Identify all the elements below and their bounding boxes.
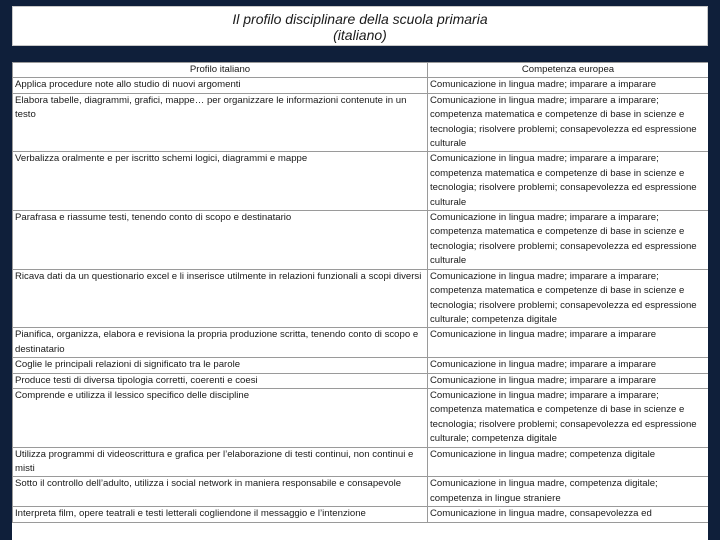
competence-table	[12, 62, 708, 523]
table-row	[13, 328, 709, 358]
table-row	[13, 373, 709, 388]
competenza-cell: Comunicazione in lingua madre; imparare a imparare; competenza matematica e competenze di base in scienze e tecnologia; risolvere problemi; consapevolezza ed espressione culturale; competenza digitale	[428, 269, 709, 328]
competenza-cell: Comunicazione in lingua madre; imparare a imparare	[428, 358, 709, 373]
profilo-cell: Pianifica, organizza, elabora e revisiona la propria produzione scritta, tenendo conto di scopo e destinatario	[13, 328, 428, 358]
competenza-cell: Comunicazione in lingua madre, competenza digitale; competenza in lingue straniere	[428, 477, 709, 507]
table-row	[13, 269, 709, 328]
competenza-cell: Comunicazione in lingua madre; imparare a imparare; competenza matematica e competenze di base in scienze e tecnologia; risolvere problemi; consapevolezza ed espressione culturale	[428, 152, 709, 211]
table-row	[13, 507, 709, 522]
competenza-cell: Comunicazione in lingua madre, consapevolezza ed	[428, 507, 709, 522]
table-row	[13, 78, 709, 93]
profilo-cell: Produce testi di diversa tipologia corretti, coerenti e coesi	[13, 373, 428, 388]
table-row	[13, 152, 709, 211]
profilo-cell: Parafrasa e riassume testi, tenendo conto di scopo e destinatario	[13, 211, 428, 270]
competenza-cell: Comunicazione in lingua madre; imparare a imparare; competenza matematica e competenze di base in scienze e tecnologia; risolvere problemi; consapevolezza ed espressione culturale	[428, 93, 709, 152]
table-row	[13, 477, 709, 507]
competence-table-container	[12, 62, 708, 540]
profilo-cell: Ricava dati da un questionario excel e li inserisce utilmente in relazioni funzionali a scopi diversi	[13, 269, 428, 328]
table-row	[13, 211, 709, 270]
column-header-profilo: Profilo italiano	[13, 63, 428, 78]
profilo-cell: Interpreta film, opere teatrali e testi letterali cogliendone il messaggio e l’intenzione	[13, 507, 428, 522]
competenza-cell: Comunicazione in lingua madre; imparare a imparare	[428, 373, 709, 388]
profilo-cell: Comprende e utilizza il lessico specifico delle discipline	[13, 388, 428, 447]
title-line-2: (italiano)	[333, 27, 387, 43]
competenza-cell: Comunicazione in lingua madre; imparare a imparare; competenza matematica e competenze di base in scienze e tecnologia; risolvere problemi; consapevolezza ed espressione culturale	[428, 211, 709, 270]
page-title	[12, 6, 708, 46]
column-header-competenza: Competenza europea	[428, 63, 709, 78]
profilo-cell: Applica procedure note allo studio di nuovi argomenti	[13, 78, 428, 93]
table-row	[13, 388, 709, 447]
competenza-cell: Comunicazione in lingua madre; competenza digitale	[428, 447, 709, 477]
profilo-cell: Coglie le principali relazioni di significato tra le parole	[13, 358, 428, 373]
profilo-cell: Verbalizza oralmente e per iscritto schemi logici, diagrammi e mappe	[13, 152, 428, 211]
table-row	[13, 447, 709, 477]
table-header-row	[13, 63, 709, 78]
competenza-cell: Comunicazione in lingua madre; imparare a imparare	[428, 328, 709, 358]
profilo-cell: Elabora tabelle, diagrammi, grafici, mappe… per organizzare le informazioni contenute in un testo	[13, 93, 428, 152]
profilo-cell: Utilizza programmi di videoscrittura e grafica per l’elaborazione di testi continui, non continui e misti	[13, 447, 428, 477]
table-row	[13, 93, 709, 152]
profilo-cell: Sotto il controllo dell’adulto, utilizza i social network in maniera responsabile e consapevole	[13, 477, 428, 507]
competenza-cell: Comunicazione in lingua madre; imparare a imparare; competenza matematica e competenze di base in scienze e tecnologia; risolvere problemi; consapevolezza ed espressione culturale; competenza digitale	[428, 388, 709, 447]
competenza-cell: Comunicazione in lingua madre; imparare a imparare	[428, 78, 709, 93]
title-line-1: Il profilo disciplinare della scuola primaria	[232, 11, 488, 27]
table-row	[13, 358, 709, 373]
